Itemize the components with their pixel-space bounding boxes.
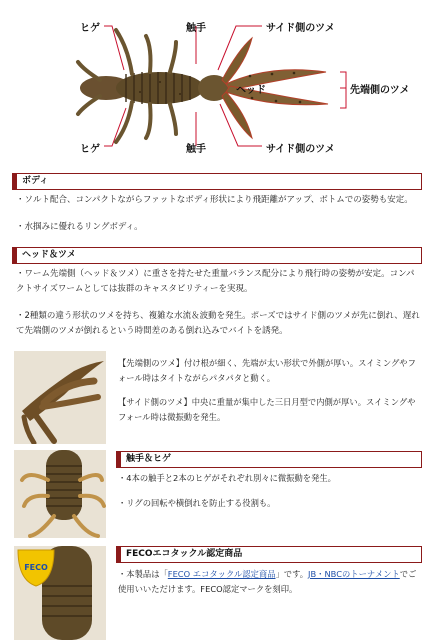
tsume-detail-text-1: 【先端側のツメ】付け根が細く、先端が太い形状で外側が厚い。スイミングやフォール時はタイトながらパタパタと動く。 xyxy=(118,358,416,383)
shokushu-hige-text-1: ・4本の触手と2本のヒゲがそれぞれ別々に微振動を発生。 xyxy=(118,473,336,483)
shokushu-hige-text-2: ・リグの回転や横倒れを防止する役割も。 xyxy=(118,498,276,508)
section-header-feco: FECOエコタックル認定商品 xyxy=(116,546,422,563)
label-hige-bottom: ヒゲ xyxy=(80,144,100,155)
feco-image xyxy=(14,546,106,640)
label-side-tsume-bottom: サイド側のツメ xyxy=(266,144,335,155)
feco-text-c: でご使用いいただけます。FECO認定マークを刻印。 xyxy=(118,569,417,594)
tsume-detail-text-2: 【サイド側のツメ】中央に重量が集中した三日月型で内側が厚い。スイミングやフォール時は微振動を発生。 xyxy=(118,397,416,422)
feco-certified-link[interactable]: FECO エコタックル認定商品 xyxy=(167,569,276,579)
body-text-1: ・ソルト配合、コンパクトながらファットなボディ形状により飛距離がアップ、ボトムでの姿勢も安定。 xyxy=(16,195,413,205)
section-header-shokushu-hige: 触手＆ヒゲ xyxy=(116,451,422,468)
label-shokushu-bottom: 触手 xyxy=(186,144,206,155)
section-header-body: ボディ xyxy=(12,173,422,190)
label-shokushu-top: 触手 xyxy=(186,23,206,34)
feco-text-b: 」です。 xyxy=(275,569,309,579)
head-tsume-text-2: ・2種類の違う形状のツメを持ち、複雑な水流＆波動を発生。ポーズではサイド側のツメが先に倒れ、遅れて先端側のツメが倒れるという時間差のある倒れ込みでバイトを誘発。 xyxy=(16,311,420,336)
tsume-detail-image xyxy=(14,351,106,444)
feco-badge-text: FECO xyxy=(24,563,48,572)
feco-text xyxy=(118,567,422,597)
feco-text-a: ・本製品は「 xyxy=(118,569,168,579)
label-hige-top: ヒゲ xyxy=(80,23,100,34)
section-header-head-tsume: ヘッド＆ツメ xyxy=(12,247,422,264)
product-diagram xyxy=(0,0,434,170)
label-side-tsume-top: サイド側のツメ xyxy=(266,23,335,34)
head-tsume-text-1: ・ワーム先端側（ヘッド＆ツメ）に重さを持たせた重量バランス配分により飛行時の姿勢が安定。コンパクトサイズワームとしては抜群のキャスタビリティーを実現。 xyxy=(16,269,415,294)
label-sentan-tsume: 先端側のツメ xyxy=(350,85,410,96)
label-head: ヘッド xyxy=(236,85,266,96)
jb-nbc-tournament-link[interactable]: JB・NBCのトーナメント xyxy=(308,569,400,579)
shokushu-hige-image xyxy=(14,450,106,538)
worm-body xyxy=(78,30,328,142)
body-text-2: ・水掴みに優れるリングボディ。 xyxy=(16,222,143,232)
